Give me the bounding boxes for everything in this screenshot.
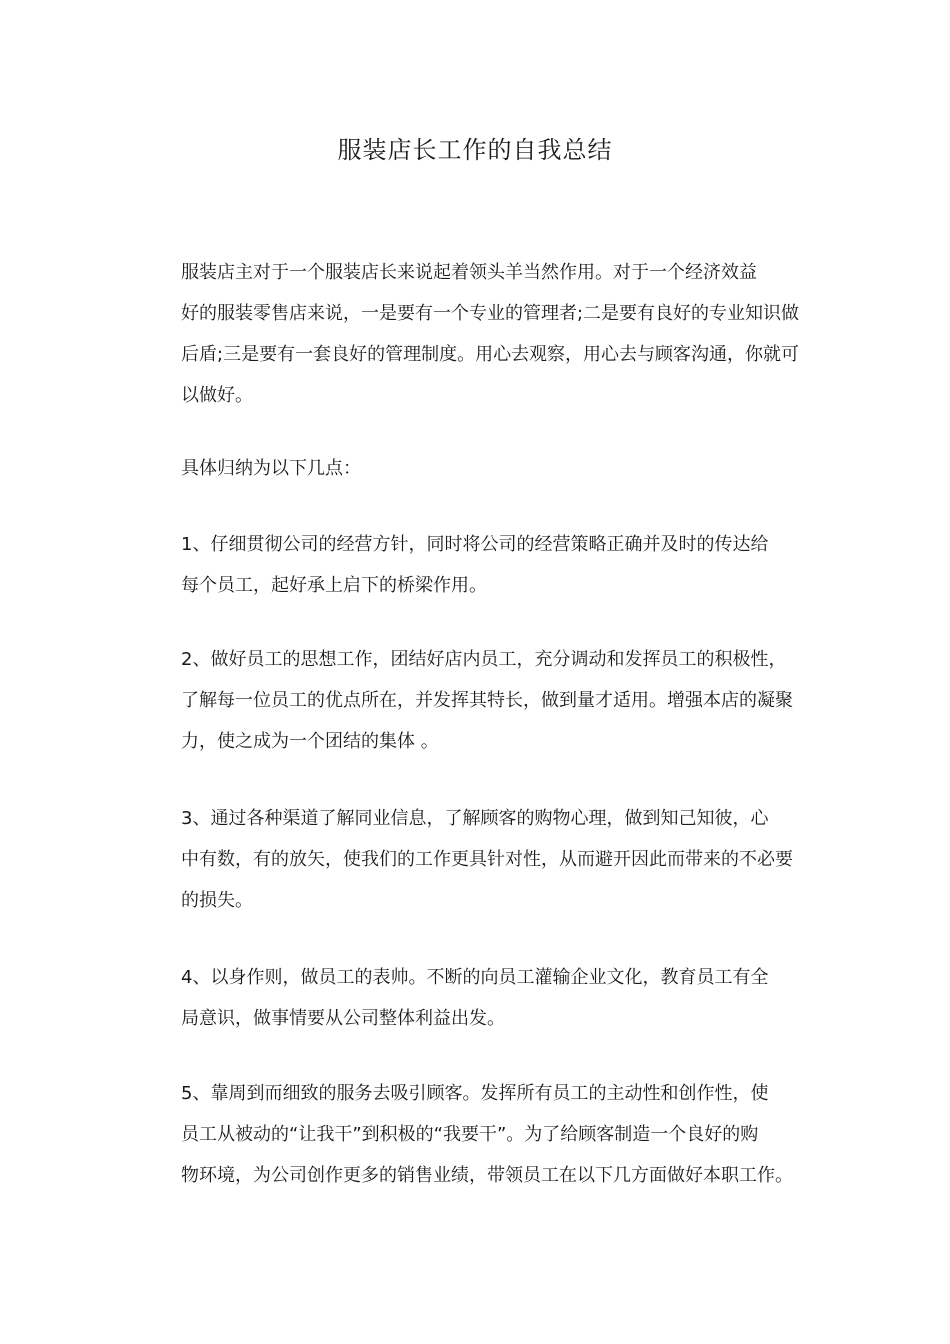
paragraph-line: 具体归纳为以下几点：	[181, 458, 361, 479]
paragraph-line: 服装店主对于一个服装店长来说起着领头羊当然作用。对于一个经济效益	[181, 262, 757, 283]
paragraph-line: 的损失。	[181, 890, 253, 911]
paragraph-line: 1、仔细贯彻公司的经营方针，同时将公司的经营策略正确并及时的传达给	[181, 534, 769, 555]
document-title: 服装店长工作的自我总结	[337, 136, 613, 164]
paragraph-point-5	[145, 1073, 810, 1196]
paragraph-line: 每个员工，起好承上启下的桥梁作用。	[181, 575, 487, 596]
paragraph-line: 员工从被动的“让我干”到积极的“我要干”。为了给顾客制造一个良好的购	[181, 1124, 759, 1145]
paragraph-line: 3、通过各种渠道了解同业信息，了解顾客的购物心理，做到知己知彼，心	[181, 808, 769, 829]
paragraph-line: 了解每一位员工的优点所在，并发挥其特长，做到量才适用。增强本店的凝聚	[181, 690, 793, 711]
paragraph-line: 好的服装零售店来说，一是要有一个专业的管理者;二是要有良好的专业知识做	[181, 303, 800, 324]
paragraph-summary-lead	[145, 448, 810, 489]
paragraph-point-3	[145, 798, 810, 921]
paragraph-point-4	[145, 957, 810, 1039]
paragraph-line: 5、靠周到而细致的服务去吸引顾客。发挥所有员工的主动性和创作性，使	[181, 1083, 769, 1104]
paragraph-line: 后盾;三是要有一套良好的管理制度。用心去观察，用心去与顾客沟通，你就可	[181, 344, 800, 365]
paragraph-point-2	[145, 639, 810, 762]
paragraph-line: 力，使之成为一个团结的集体 。	[181, 731, 439, 752]
paragraph-line: 中有数，有的放矢，使我们的工作更具针对性，从而避开因此而带来的不必要	[181, 849, 793, 870]
paragraph-point-1	[145, 524, 810, 606]
paragraph-line: 以做好。	[181, 385, 253, 406]
paragraph-line: 局意识，做事情要从公司整体利益出发。	[181, 1008, 505, 1029]
paragraph-intro	[145, 252, 810, 416]
paragraph-line: 4、以身作则，做员工的表帅。不断的向员工灌输企业文化，教育员工有全	[181, 967, 769, 988]
paragraph-line: 2、做好员工的思想工作，团结好店内员工，充分调动和发挥员工的积极性，	[181, 649, 787, 670]
paragraph-line: 物环境，为公司创作更多的销售业绩，带领员工在以下几方面做好本职工作。	[181, 1165, 793, 1186]
